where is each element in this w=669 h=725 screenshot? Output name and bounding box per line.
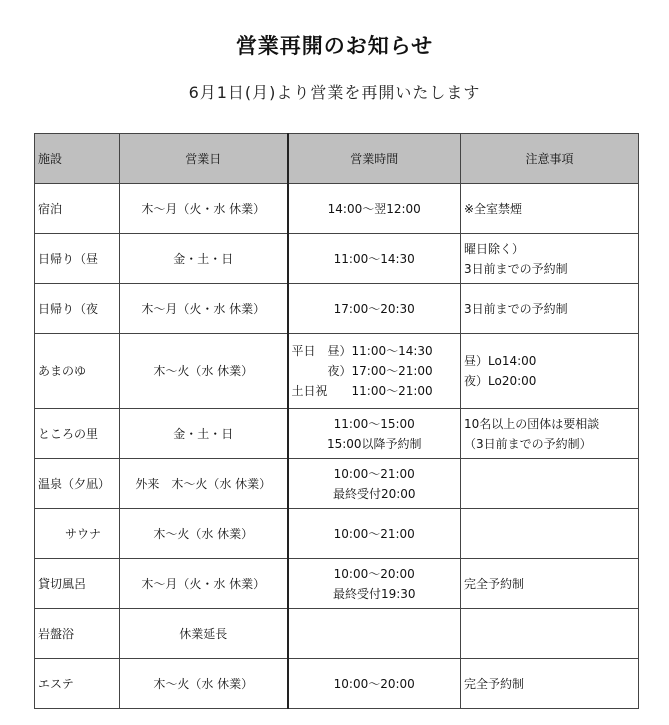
notes-cell [461, 284, 639, 334]
days-cell: 木〜月（火・水 休業） [120, 184, 288, 234]
page-subtitle: 6月1日(月)より営業を再開いたします [188, 83, 481, 102]
hours-line: 17:00〜20:30 [333, 301, 415, 316]
hours-cell [288, 234, 461, 284]
notes-line: 完全予約制 [464, 576, 525, 591]
facility-cell: あまのゆ [35, 334, 120, 409]
table-row [35, 184, 639, 234]
days-cell: 木〜月（火・水 休業） [120, 559, 288, 609]
notes-cell [461, 234, 639, 284]
days-cell: 金・土・日 [120, 409, 288, 459]
hours-cell [288, 409, 461, 459]
notes-cell [461, 334, 639, 409]
notes-line: ※全室禁煙 [464, 201, 523, 216]
hours-line: 最終受付19:30 [332, 586, 416, 601]
hours-cell [288, 459, 461, 509]
hours-cell [288, 659, 461, 709]
notes-cell [461, 509, 639, 559]
hours-line: 10:00〜20:00 [333, 566, 415, 581]
notes-line: 完全予約制 [464, 676, 525, 691]
hours-cell [288, 334, 461, 409]
hours-line: 10:00〜21:00 [333, 526, 415, 541]
page-title: 営業再開のお知らせ [235, 34, 434, 58]
hours-line: 土日祝 11:00〜21:00 [291, 384, 433, 398]
facility-cell: 温泉（夕凪） [35, 459, 120, 509]
hours-cell [288, 509, 461, 559]
days-cell: 木〜火（水 休業） [120, 509, 288, 559]
facility-cell: サウナ [35, 509, 120, 559]
table-row [35, 334, 639, 409]
notes-line: 昼）Lo14:00 [464, 354, 537, 368]
hours-line: 平日 昼）11:00〜14:30 [291, 344, 433, 358]
notes-cell [461, 659, 639, 709]
days-cell: 木〜火（水 休業） [120, 334, 288, 409]
table-row [35, 609, 639, 659]
hours-line: 15:00以降予約制 [326, 436, 422, 451]
notes-line: 10名以上の団体は要相談 [464, 416, 600, 431]
facility-cell: 貸切風呂 [35, 559, 120, 609]
header-hours: 営業時間 [288, 134, 461, 184]
hours-cell [288, 284, 461, 334]
schedule-table [34, 133, 639, 709]
days-cell: 外来 木〜火（水 休業） [120, 459, 288, 509]
notes-line: 夜）Lo20:00 [464, 374, 537, 388]
notes-cell [461, 559, 639, 609]
hours-line: 14:00〜翌12:00 [327, 201, 421, 216]
hours-cell [288, 609, 461, 659]
notes-line: （3日前までの予約制） [464, 436, 592, 451]
facility-cell: ところの里 [35, 409, 120, 459]
facility-cell: 日帰り（夜 [35, 284, 120, 334]
facility-cell: 宿泊 [35, 184, 120, 234]
notes-cell [461, 184, 639, 234]
facility-cell: エステ [35, 659, 120, 709]
notes-line: 3日前までの予約制 [464, 301, 568, 316]
table-row [35, 284, 639, 334]
hours-line: 10:00〜20:00 [333, 676, 415, 691]
table-row [35, 559, 639, 609]
days-cell: 木〜月（火・水 休業） [120, 284, 288, 334]
header-notes: 注意事項 [461, 134, 639, 184]
notes-cell [461, 409, 639, 459]
days-cell: 金・土・日 [120, 234, 288, 284]
facility-cell: 岩盤浴 [35, 609, 120, 659]
notes-line: 曜日除く） [464, 241, 525, 256]
table-row [35, 659, 639, 709]
table-header-row [35, 134, 639, 184]
notes-cell [461, 609, 639, 659]
days-cell: 休業延長 [120, 609, 288, 659]
facility-cell: 日帰り（昼 [35, 234, 120, 284]
notes-line: 3日前までの予約制 [464, 261, 568, 276]
hours-line: 最終受付20:00 [332, 486, 416, 501]
notes-cell [461, 459, 639, 509]
hours-line: 11:00〜14:30 [333, 251, 415, 266]
table-row [35, 509, 639, 559]
table-row [35, 234, 639, 284]
header-facility: 施設 [35, 134, 120, 184]
table-row [35, 459, 639, 509]
hours-line: 11:00〜15:00 [333, 416, 415, 431]
header-days: 営業日 [120, 134, 288, 184]
days-cell: 木〜火（水 休業） [120, 659, 288, 709]
hours-line: 夜）17:00〜21:00 [291, 364, 433, 378]
hours-line: 10:00〜21:00 [333, 466, 415, 481]
hours-cell [288, 559, 461, 609]
hours-cell [288, 184, 461, 234]
table-row [35, 409, 639, 459]
